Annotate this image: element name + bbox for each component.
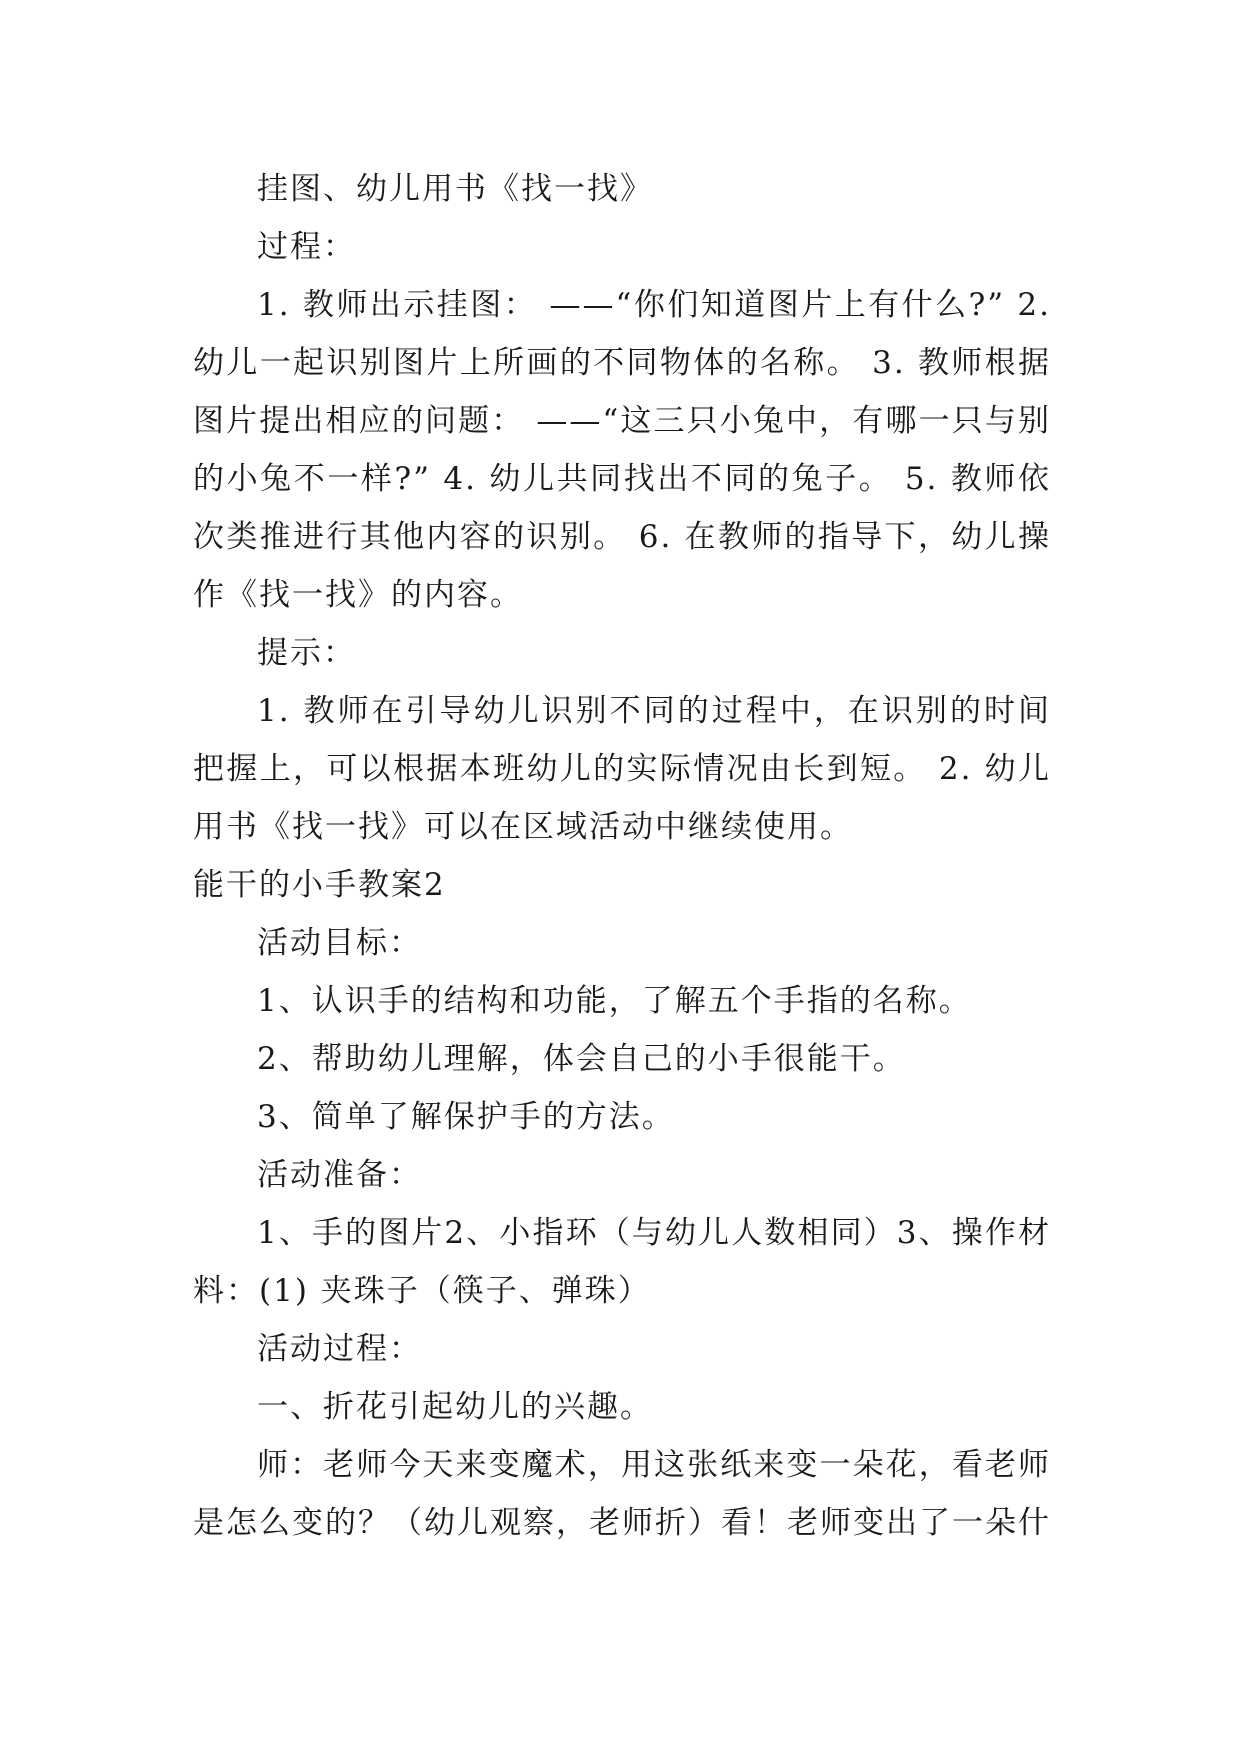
paragraph-tips-heading: 提示： (257, 635, 356, 671)
paragraph-goal-2: 2、帮助幼儿理解，体会自己的小手很能干。 (257, 1041, 906, 1077)
paragraph-process-heading: 过程： (257, 229, 356, 265)
document-body (193, 160, 1051, 1552)
paragraph-prep-content: 1、手的图片2、小指环（与幼儿人数相同）3、操作材料：(1) 夹珠子（筷子、弹珠） (193, 1215, 1051, 1309)
section-title: 能干的小手教案2 (193, 867, 446, 903)
paragraph-goal-3: 3、简单了解保护手的方法。 (257, 1099, 675, 1135)
paragraph-goal-1: 1、认识手的结构和功能，了解五个手指的名称。 (257, 983, 972, 1019)
paragraph-activity-heading: 活动过程： (257, 1331, 422, 1367)
paragraph-process-steps: 1. 教师出示挂图： ——“你们知道图片上有什么?” 2. 幼儿一起识别图片上所画的不同物体的名称。 3. 教师根据图片提出相应的问题： ——“这三只小兔中，有哪一只与别的小兔不一样?” 4. 幼儿共同找出不同的兔子。 5. 教师依次类推进行其他内容的识别。 6. 在教师的指导下，幼儿操作《找一找》的内容。 (193, 287, 1051, 613)
paragraph-prep-heading: 活动准备： (257, 1157, 422, 1193)
paragraph-teacher-dialogue: 师：老师今天来变魔术，用这张纸来变一朵花，看老师是怎么变的？（幼儿观察，老师折）看！老师变出了一朵什 (193, 1447, 1051, 1541)
paragraph-activity-step-1: 一、折花引起幼儿的兴趣。 (257, 1389, 653, 1425)
paragraph-materials: 挂图、幼儿用书《找一找》 (257, 171, 653, 207)
paragraph-goals-heading: 活动目标： (257, 925, 422, 961)
paragraph-tips-content: 1. 教师在引导幼儿识别不同的过程中，在识别的时间把握上，可以根据本班幼儿的实际情况由长到短。 2. 幼儿用书《找一找》可以在区域活动中继续使用。 (193, 693, 1051, 845)
